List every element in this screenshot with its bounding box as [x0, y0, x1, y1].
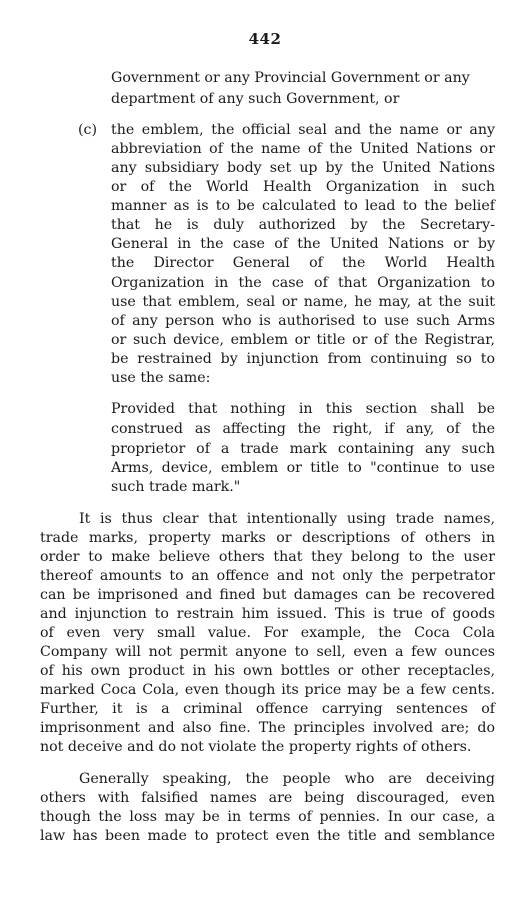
text-line: though the loss may be in terms of pennies. In our case, a — [40, 809, 495, 825]
text-line: Government or any Provincial Government or any — [111, 70, 470, 86]
text-line: or such device, emblem or title or of the Registrar, — [111, 332, 495, 348]
text-line: can be imprisoned and fined but damages can be recovered — [40, 587, 495, 603]
text-line: law has been made to protect even the title and semblance — [40, 828, 495, 844]
text-line: order to make believe others that they belong to the user — [40, 549, 495, 565]
text-line: not deceive and do not violate the property rights of others. — [40, 739, 472, 755]
text-line: of any person who is authorised to use such Arms — [111, 313, 495, 329]
text-line: trade marks, property marks or descriptions of others in — [40, 530, 495, 546]
text-line: It is thus clear that intentionally using trade names, — [79, 511, 495, 527]
text-line: and injunction to restrain him issued. This is true of goods — [40, 606, 495, 622]
text-line: marked Coca Cola, even though its price may be a few cents. — [40, 682, 495, 698]
page-number: 442 — [248, 30, 282, 48]
text-line: proprietor of a trade mark containing any such — [111, 441, 495, 457]
text-line: be restrained by injunction from continuing so to — [111, 351, 495, 367]
text-line: use that emblem, seal or name, he may, at the suit — [111, 294, 495, 310]
text-line: the emblem, the official seal and the name or any — [111, 122, 495, 138]
text-line: others with falsified names are being discouraged, even — [40, 790, 495, 806]
text-line: any subsidiary body set up by the United Nations — [111, 160, 495, 176]
text-line: Provided that nothing in this section shall be — [111, 401, 495, 417]
text-line: use the same: — [111, 370, 211, 386]
text-line: construed as affecting the right, if any, of the — [111, 421, 495, 437]
text-line: abbreviation of the name of the United Nations or — [111, 141, 495, 157]
text-line: that he is duly authorized by the Secretary- — [111, 217, 495, 233]
text-line: or of the World Health Organization in such — [111, 179, 495, 195]
text-line: Generally speaking, the people who are deceiving — [79, 771, 495, 787]
text-line: Further, it is a criminal offence carrying sentences of — [40, 701, 495, 717]
text-line: of even very small value. For example, the Coca Cola — [40, 625, 495, 641]
text-line: Organization in the case of that Organization to — [111, 275, 495, 291]
text-line: Arms, device, emblem or title to "continue to use — [111, 460, 495, 476]
text-line: the Director General of the World Health — [111, 255, 495, 271]
text-line: General in the case of the United Nations or by — [111, 236, 495, 252]
text-line: manner as is to be calculated to lead to the belief — [111, 198, 495, 214]
text-line: Company will not permit anyone to sell, even a few ounces — [40, 644, 495, 660]
text-line: imprisonment and also fine. The principles involved are; do — [40, 720, 495, 736]
text-line: thereof amounts to an offence and not only the perpetrator — [40, 568, 495, 584]
text-line: department of any such Government, or — [111, 91, 400, 107]
clause-label: (c) — [78, 122, 98, 138]
text-line: such trade mark." — [111, 479, 241, 495]
text-line: of his own product in his own bottles or other receptacles, — [40, 663, 495, 679]
